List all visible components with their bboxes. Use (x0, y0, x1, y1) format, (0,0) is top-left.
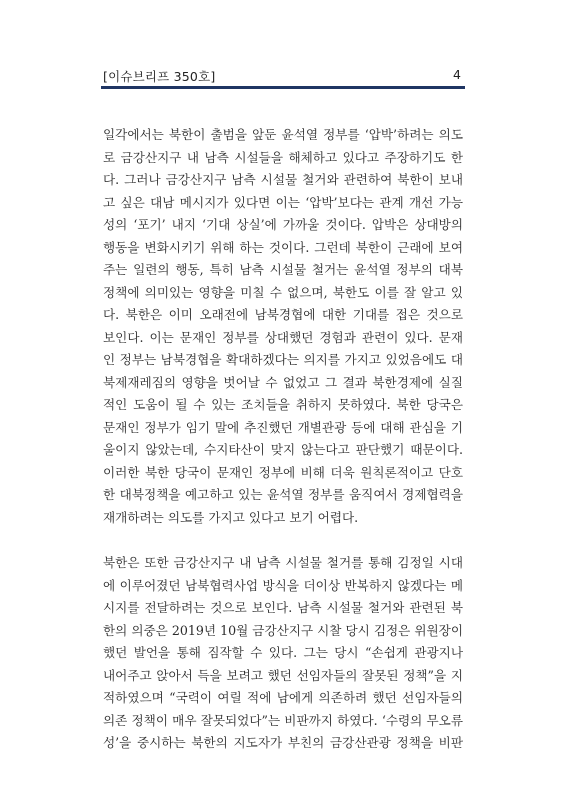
header-rule (101, 86, 465, 89)
issue-label: [이슈브리프 350호] (103, 69, 216, 84)
text-line: 적하였으며 “국력이 여릴 적에 남에게 의존하려 했던 선임자들의 (103, 690, 463, 705)
page-number: 4 (453, 67, 461, 82)
text-line: 에 이루어졌던 남북협력사업 방식을 더이상 반복하지 않겠다는 메 (103, 577, 463, 593)
text-line: 북한은 또한 금강산지구 내 남측 시설물 철거를 통해 김정일 시대 (103, 555, 463, 570)
text-line: 북제재레짐의 영향을 벗어날 수 없었고 그 결과 북한경제에 실질 (103, 374, 463, 390)
text-line: 다. 그러나 금강산지구 남측 시설물 철거와 관련하여 북한이 보내 (103, 172, 463, 187)
text-line: 성의 ‘포기’ 내지 ‘기대 상실’에 가까울 것이다. 압박은 상대방의 (103, 217, 463, 232)
text-line: 로 금강산지구 내 남측 시설들을 해체하고 있다고 주장하기도 한 (103, 149, 463, 165)
paragraph-1 (103, 124, 463, 529)
text-line: 다. 북한은 이미 오래전에 남북경협에 대한 기대를 접은 것으로 (103, 307, 463, 322)
text-line: 문재인 정부가 임기 말에 추진했던 개별관광 등에 대해 관심을 기 (103, 419, 463, 435)
text-line: 주는 일련의 행동, 특히 남측 시설물 철거는 윤석열 정부의 대북 (103, 262, 463, 277)
text-line: 울이지 않았는데, 수지타산이 맞지 않는다고 판단했기 때문이다. (103, 442, 463, 457)
text-line: 했던 발언을 통해 짐작할 수 있다. 그는 당시 “손쉽게 관광지나 (103, 645, 463, 660)
text-line: 성’을 중시하는 북한의 지도자가 부친의 금강산관광 정책을 비판 (103, 735, 463, 750)
text-line: 내어주고 앉아서 득을 보려고 했던 선임자들의 잘못된 정책”을 지 (103, 667, 463, 683)
paragraph-2 (103, 552, 463, 755)
text-line: 정책에 의미있는 영향을 미칠 수 없으며, 북한도 이를 잘 알고 있 (103, 284, 463, 300)
text-line: 보인다. 이는 문재인 정부를 상대했던 경험과 관련이 있다. 문재 (103, 329, 463, 345)
text-line: 적인 도움이 될 수 있는 조치들을 취하지 못하였다. 북한 당국은 (103, 397, 463, 412)
text-line: 한 대북정책을 예고하고 있는 윤석열 정부를 움직여서 경제협력을 (103, 487, 463, 502)
text-line: 일각에서는 북한이 출범을 앞둔 윤석열 정부를 ‘압박’하려는 의도 (103, 127, 463, 142)
text-line: 의존 정책이 매우 잘못되었다”는 비판까지 하였다. ‘수령의 무오류 (103, 712, 463, 728)
text-line: 고 싶은 대남 메시지가 있다면 이는 ‘압박’보다는 관계 개선 가능 (103, 194, 463, 210)
text-line: 한의 의중은 2019년 10월 금강산지구 시찰 당시 김정은 위원장이 (103, 622, 463, 638)
text-line: 이러한 북한 당국이 문재인 정부에 비해 더욱 원칙론적이고 단호 (103, 464, 463, 480)
page-header (103, 64, 463, 84)
text-line: 시지를 전달하려는 것으로 보인다. 남측 시설물 철거와 관련된 북 (103, 600, 463, 615)
text-line: 행동을 변화시키기 위해 하는 것이다. 그런데 북한이 근래에 보여 (103, 239, 463, 255)
text-line: 재개하려는 의도를 가지고 있다고 보기 어렵다. (103, 509, 359, 525)
text-line: 인 정부는 남북경협을 확대하겠다는 의지를 가지고 있었음에도 대 (103, 352, 463, 367)
document-body (103, 124, 463, 755)
paragraph-gap (103, 529, 463, 552)
